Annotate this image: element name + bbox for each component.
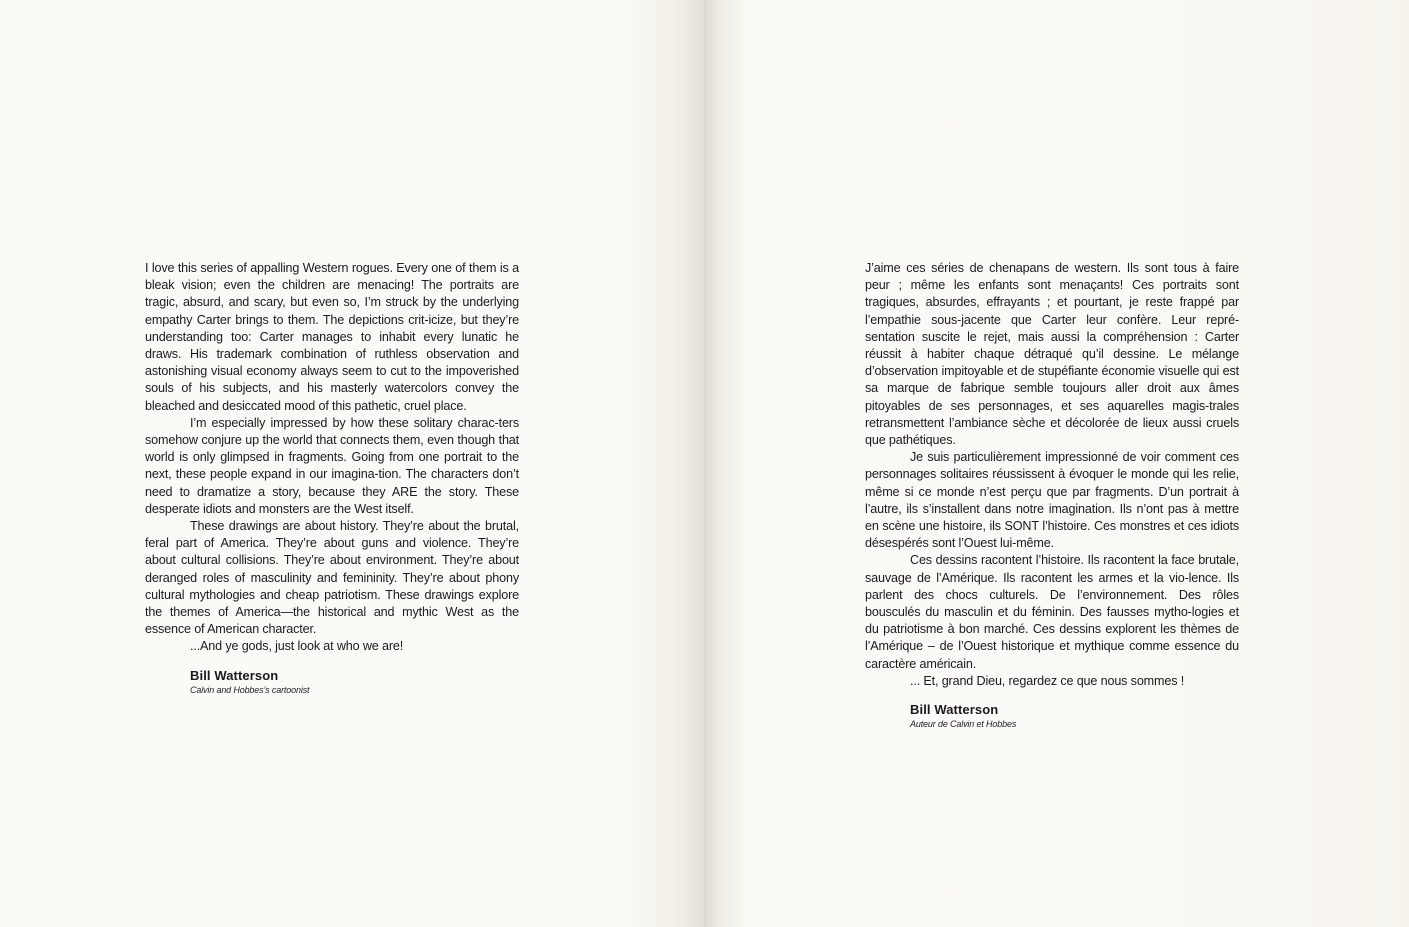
right-closing-line: ... Et, grand Dieu, regardez ce que nous sommes ! — [910, 673, 1185, 688]
book-gutter — [702, 0, 708, 927]
left-paragraph-3: These drawings are about history. They’re about the brutal, feral part of America. They’re about guns and violence. They’re about cultural collisions. They’re about environment. They’re about deranged roles of masculinity and femininity. They’re about phony cultural mythologies and cheap patriotism. These drawings explore the themes of America—the historical and mythic West as the essence of American character. — [145, 519, 519, 637]
right-paragraph-1: J’aime ces séries de chenapans de western. Ils sont tous à faire peur ; même les enfants sont menaçants! Ces portraits sont tragiques, absurdes, effrayants ; et pourtant, je reste frappé par l’empathie sous-jacente que Carter leur confère. Leur repré-sentation suscite le rejet, mais aussi la compréhension : Carter réussit à habiter chaque détraqué qu’il dessine. Le mélange d’observation impitoyable et de stupéfiante économie visuelle qui est sa marque de fabrique semble toujours aller droit aux âmes pitoyables de ses personnages, et ses aquarelles magis-trales retransmettent l’ambiance sèche et décolorée de lieux aussi cruels que pathétiques. — [865, 261, 1239, 448]
right-paragraph-2: Je suis particulièrement impressionné de voir comment ces personnages solitaires réussissent à évoquer le monde qui les relie, même si ce monde n’est perçu que par fragments. D’un portrait à l’autre, ils s’installent dans notre imagination. Ils n’ont pas à mettre en scène une histoire, ils SONT l’histoire. Ces monstres et ces idiots désespérés sont l’Ouest lui-même. — [865, 450, 1239, 551]
right-signature-role: Auteur de Calvin et Hobbes — [910, 719, 1017, 730]
left-paragraph-2: I’m especially impressed by how these solitary charac-ters somehow conjure up the world that connects them, even though that world is only glimpsed in fragments. Going from one portrait to the next, these people expand in our imagina-tion. The characters don’t need to dramatize a story, because they ARE the story. These desperate idiots and monsters are the West itself. — [145, 415, 519, 516]
right-paragraph-3: Ces dessins racontent l’histoire. Ils racontent la face brutale, sauvage de l’Amérique. Ils racontent les armes et la vio-lence. Ils parlent des chocs culturels. De l’environnement. Des rôles bousculés du masculin et du féminin. Des fausses mytho-logies et du patriotisme à bon marché. Ces dessins explorent les thèmes de l’Amérique – de l’Ouest historique et mythique comme essence du caractère américain. — [865, 553, 1239, 671]
right-page-text — [865, 260, 1239, 730]
right-signature-name: Bill Watterson — [910, 702, 999, 718]
left-paragraph-1: I love this series of appalling Western rogues. Every one of them is a bleak vision; even the children are menacing! The portraits are tragic, absurd, and scary, but even so, I’m struck by the underlying empathy Carter brings to them. The depictions crit-icize, but they’re understanding too: Carter manages to inhabit every lunatic he draws. His trademark combination of ruthless observation and astonishing visual economy always seem to cut to the impoverished souls of his subjects, and his masterly watercolors convey the bleached and desiccated mood of this pathetic, cruel place. — [145, 261, 519, 413]
left-signature — [145, 667, 519, 696]
left-closing-line: ...And ye gods, just look at who we are! — [190, 639, 404, 654]
right-page — [705, 0, 1409, 927]
left-page-text — [145, 260, 519, 696]
left-signature-name: Bill Watterson — [190, 667, 279, 683]
left-signature-role: Calvin and Hobbes’s cartoonist — [190, 684, 310, 695]
right-signature — [865, 701, 1239, 730]
